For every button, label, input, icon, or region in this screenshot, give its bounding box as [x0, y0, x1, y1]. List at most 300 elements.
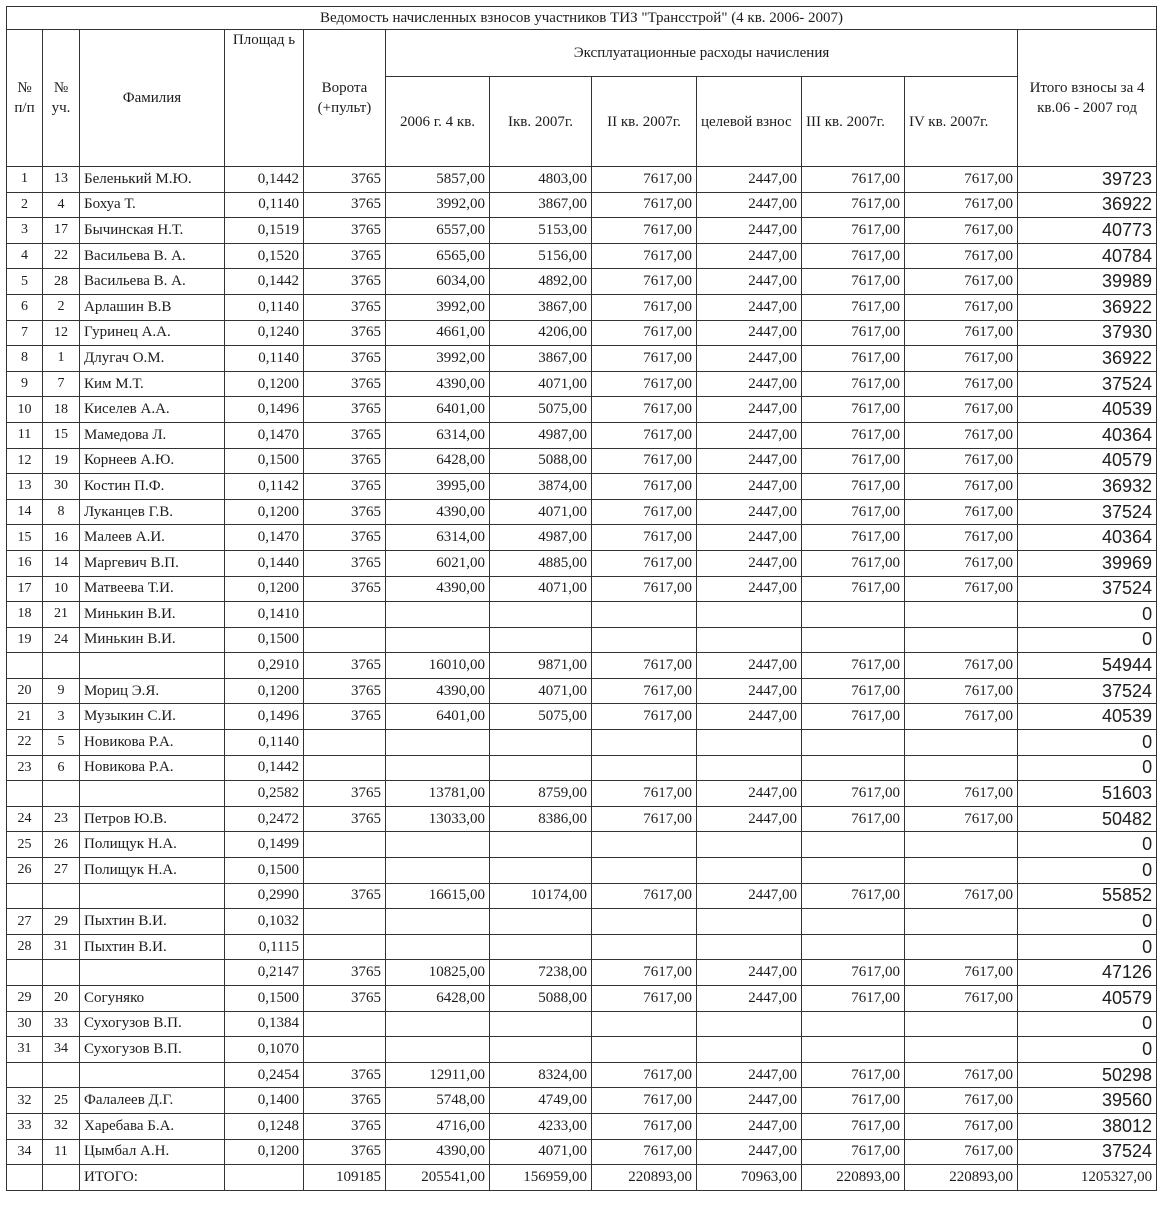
cell-row-number: 6 — [7, 294, 43, 320]
cell-total: 47126 — [1018, 960, 1157, 986]
table-row — [7, 1113, 1157, 1139]
cell-q4-2007: 7617,00 — [905, 1113, 1018, 1139]
cell-q4-2006: 6401,00 — [386, 704, 490, 730]
table-row — [7, 704, 1157, 730]
cell-plot-number: 29 — [43, 909, 80, 935]
cell-q4-2007 — [905, 602, 1018, 628]
cell-target-fee: 2447,00 — [697, 781, 802, 807]
cell-target-fee — [697, 1037, 802, 1063]
cell-q4-2006 — [386, 1037, 490, 1063]
cell-q4-2006: 6021,00 — [386, 550, 490, 576]
cell-plot-number: 3 — [43, 704, 80, 730]
cell-q4-2006: 6428,00 — [386, 448, 490, 474]
cell-plot-number: 24 — [43, 627, 80, 653]
cell-q2-2007: 7617,00 — [592, 960, 697, 986]
cell-area: 0,2990 — [225, 883, 304, 909]
cell-total: 40539 — [1018, 397, 1157, 423]
cell-gate — [304, 858, 386, 884]
cell-q4-2006: 6428,00 — [386, 986, 490, 1012]
cell-q2-2007 — [592, 602, 697, 628]
cell-plot-number: 30 — [43, 474, 80, 500]
cell-q2-2007 — [592, 909, 697, 935]
cell-surname: Луканцев Г.В. — [80, 499, 225, 525]
cell-gate: 3765 — [304, 499, 386, 525]
table-row — [7, 1011, 1157, 1037]
table-row — [7, 269, 1157, 295]
cell-q3-2007: 7617,00 — [802, 269, 905, 295]
cell-surname: Бычинская Н.Т. — [80, 218, 225, 244]
cell-gate — [304, 934, 386, 960]
cell-plot-number: 21 — [43, 602, 80, 628]
cell-q4-2007 — [905, 755, 1018, 781]
cell-q3-2007: 7617,00 — [802, 653, 905, 679]
header-operating-costs: Эксплуатационные расходы начисления — [386, 30, 1018, 77]
cell-area: 0,1442 — [225, 167, 304, 193]
table-row — [7, 832, 1157, 858]
cell-q4-2007: 7617,00 — [905, 320, 1018, 346]
cell-surname: Пыхтин В.И. — [80, 909, 225, 935]
cell-q4-2006: 6401,00 — [386, 397, 490, 423]
cell-gate — [304, 627, 386, 653]
cell-q1-2007: 3867,00 — [490, 192, 592, 218]
cell-plot-number: 31 — [43, 934, 80, 960]
cell-q2-2007 — [592, 934, 697, 960]
cell-target-fee: 2447,00 — [697, 474, 802, 500]
cell-q2-2007: 7617,00 — [592, 320, 697, 346]
cell-q4-2007: 7617,00 — [905, 550, 1018, 576]
cell-q4-2007: 7617,00 — [905, 422, 1018, 448]
cell-plot-number: 16 — [43, 525, 80, 551]
table-row — [7, 934, 1157, 960]
cell-q1-2007: 4987,00 — [490, 525, 592, 551]
cell-q2-2007: 7617,00 — [592, 422, 697, 448]
cell-q2-2007: 7617,00 — [592, 576, 697, 602]
cell-surname: Длугач О.М. — [80, 346, 225, 372]
cell-q4-2007 — [905, 832, 1018, 858]
cell-q3-2007 — [802, 730, 905, 756]
cell-plot-number: 4 — [43, 192, 80, 218]
cell-target-fee: 70963,00 — [697, 1165, 802, 1191]
cell-q1-2007: 4071,00 — [490, 1139, 592, 1165]
header-area: Площад ь — [225, 30, 304, 167]
cell-q1-2007: 4071,00 — [490, 576, 592, 602]
cell-q4-2006: 3995,00 — [386, 474, 490, 500]
cell-q1-2007: 4749,00 — [490, 1088, 592, 1114]
cell-q1-2007: 8386,00 — [490, 806, 592, 832]
cell-q1-2007: 4071,00 — [490, 499, 592, 525]
cell-row-number: 23 — [7, 755, 43, 781]
cell-surname: Цымбал А.Н. — [80, 1139, 225, 1165]
cell-total: 55852 — [1018, 883, 1157, 909]
cell-area: 0,1200 — [225, 576, 304, 602]
cell-q1-2007: 4892,00 — [490, 269, 592, 295]
cell-q4-2007: 7617,00 — [905, 192, 1018, 218]
cell-target-fee: 2447,00 — [697, 525, 802, 551]
cell-q4-2006: 4716,00 — [386, 1113, 490, 1139]
cell-surname: Беленький М.Ю. — [80, 167, 225, 193]
cell-surname: Полищук Н.А. — [80, 858, 225, 884]
cell-gate: 3765 — [304, 525, 386, 551]
cell-q4-2006: 4390,00 — [386, 678, 490, 704]
cell-target-fee: 2447,00 — [697, 883, 802, 909]
cell-q3-2007: 7617,00 — [802, 346, 905, 372]
table-row — [7, 243, 1157, 269]
cell-q2-2007: 7617,00 — [592, 653, 697, 679]
cell-q2-2007: 7617,00 — [592, 883, 697, 909]
cell-q4-2007: 7617,00 — [905, 167, 1018, 193]
cell-row-number — [7, 653, 43, 679]
cell-q1-2007: 4071,00 — [490, 678, 592, 704]
cell-surname: Гуринец А.А. — [80, 320, 225, 346]
cell-q4-2006: 6557,00 — [386, 218, 490, 244]
cell-plot-number — [43, 781, 80, 807]
cell-target-fee: 2447,00 — [697, 167, 802, 193]
cell-q1-2007: 5156,00 — [490, 243, 592, 269]
cell-area: 0,1500 — [225, 627, 304, 653]
cell-q1-2007: 5075,00 — [490, 397, 592, 423]
cell-q1-2007 — [490, 1011, 592, 1037]
cell-row-number: 34 — [7, 1139, 43, 1165]
cell-target-fee — [697, 858, 802, 884]
cell-surname: Маргевич В.П. — [80, 550, 225, 576]
cell-q2-2007: 7617,00 — [592, 704, 697, 730]
table-row — [7, 294, 1157, 320]
cell-surname: Фалалеев Д.Г. — [80, 1088, 225, 1114]
cell-total: 40579 — [1018, 986, 1157, 1012]
cell-q4-2007 — [905, 934, 1018, 960]
cell-row-number: 5 — [7, 269, 43, 295]
cell-q2-2007: 7617,00 — [592, 269, 697, 295]
contributions-table — [6, 6, 1157, 1191]
cell-row-number: 21 — [7, 704, 43, 730]
cell-row-number: 28 — [7, 934, 43, 960]
cell-area: 0,1410 — [225, 602, 304, 628]
cell-area: 0,1440 — [225, 550, 304, 576]
cell-row-number: 22 — [7, 730, 43, 756]
cell-area: 0,1140 — [225, 346, 304, 372]
cell-total: 39989 — [1018, 269, 1157, 295]
cell-row-number: 2 — [7, 192, 43, 218]
cell-area: 0,1400 — [225, 1088, 304, 1114]
cell-q4-2006 — [386, 602, 490, 628]
cell-q1-2007: 5075,00 — [490, 704, 592, 730]
cell-q2-2007: 7617,00 — [592, 499, 697, 525]
cell-q4-2006: 4661,00 — [386, 320, 490, 346]
cell-q2-2007: 7617,00 — [592, 243, 697, 269]
cell-row-number: 1 — [7, 167, 43, 193]
cell-area: 0,1500 — [225, 858, 304, 884]
cell-gate: 3765 — [304, 960, 386, 986]
table-row — [7, 986, 1157, 1012]
cell-q4-2006 — [386, 934, 490, 960]
cell-total: 39560 — [1018, 1088, 1157, 1114]
cell-surname: ИТОГО: — [80, 1165, 225, 1191]
cell-plot-number: 14 — [43, 550, 80, 576]
cell-q4-2007: 7617,00 — [905, 525, 1018, 551]
cell-q2-2007 — [592, 1011, 697, 1037]
cell-q4-2007: 7617,00 — [905, 499, 1018, 525]
table-row — [7, 448, 1157, 474]
cell-plot-number: 5 — [43, 730, 80, 756]
cell-q2-2007: 7617,00 — [592, 525, 697, 551]
table-row — [7, 218, 1157, 244]
cell-area: 0,1200 — [225, 499, 304, 525]
cell-plot-number: 2 — [43, 294, 80, 320]
cell-q4-2006: 10825,00 — [386, 960, 490, 986]
cell-row-number — [7, 883, 43, 909]
cell-area: 0,1140 — [225, 294, 304, 320]
cell-q3-2007 — [802, 755, 905, 781]
cell-q1-2007: 3874,00 — [490, 474, 592, 500]
cell-row-number: 14 — [7, 499, 43, 525]
cell-total: 0 — [1018, 832, 1157, 858]
cell-q3-2007: 7617,00 — [802, 218, 905, 244]
table-row — [7, 192, 1157, 218]
cell-area: 0,1140 — [225, 192, 304, 218]
cell-row-number: 27 — [7, 909, 43, 935]
cell-q4-2007: 7617,00 — [905, 474, 1018, 500]
cell-q4-2006: 12911,00 — [386, 1062, 490, 1088]
table-row — [7, 499, 1157, 525]
cell-target-fee — [697, 1011, 802, 1037]
cell-surname: Пыхтин В.И. — [80, 934, 225, 960]
cell-q4-2007 — [905, 909, 1018, 935]
cell-gate: 3765 — [304, 192, 386, 218]
cell-area: 0,1115 — [225, 934, 304, 960]
table-row — [7, 883, 1157, 909]
cell-plot-number: 25 — [43, 1088, 80, 1114]
cell-q3-2007: 7617,00 — [802, 192, 905, 218]
cell-q4-2006 — [386, 755, 490, 781]
cell-area: 0,1520 — [225, 243, 304, 269]
cell-q3-2007: 7617,00 — [802, 320, 905, 346]
cell-gate: 3765 — [304, 653, 386, 679]
cell-plot-number — [43, 1165, 80, 1191]
cell-plot-number: 12 — [43, 320, 80, 346]
cell-q3-2007 — [802, 627, 905, 653]
cell-row-number: 29 — [7, 986, 43, 1012]
table-row — [7, 781, 1157, 807]
cell-row-number: 10 — [7, 397, 43, 423]
cell-q2-2007: 7617,00 — [592, 294, 697, 320]
cell-q3-2007: 7617,00 — [802, 986, 905, 1012]
cell-gate: 3765 — [304, 1113, 386, 1139]
cell-target-fee — [697, 730, 802, 756]
cell-q1-2007: 10174,00 — [490, 883, 592, 909]
cell-q1-2007: 9871,00 — [490, 653, 592, 679]
table-row — [7, 525, 1157, 551]
cell-gate — [304, 730, 386, 756]
cell-q2-2007: 7617,00 — [592, 397, 697, 423]
cell-row-number: 11 — [7, 422, 43, 448]
cell-q1-2007: 8324,00 — [490, 1062, 592, 1088]
table-row — [7, 320, 1157, 346]
cell-q3-2007: 7617,00 — [802, 781, 905, 807]
cell-q3-2007 — [802, 832, 905, 858]
cell-q1-2007: 156959,00 — [490, 1165, 592, 1191]
cell-target-fee: 2447,00 — [697, 806, 802, 832]
cell-q3-2007: 7617,00 — [802, 422, 905, 448]
cell-row-number: 19 — [7, 627, 43, 653]
cell-row-number: 16 — [7, 550, 43, 576]
cell-target-fee — [697, 909, 802, 935]
cell-q2-2007: 7617,00 — [592, 167, 697, 193]
cell-surname: Новикова Р.А. — [80, 755, 225, 781]
cell-surname: Мориц Э.Я. — [80, 678, 225, 704]
cell-area: 0,1470 — [225, 422, 304, 448]
cell-surname — [80, 883, 225, 909]
cell-total: 0 — [1018, 1011, 1157, 1037]
cell-q4-2007: 7617,00 — [905, 678, 1018, 704]
cell-q4-2006 — [386, 730, 490, 756]
table-row — [7, 346, 1157, 372]
cell-q1-2007 — [490, 755, 592, 781]
cell-surname: Сухогузов В.П. — [80, 1011, 225, 1037]
table-row — [7, 755, 1157, 781]
cell-q4-2006: 4390,00 — [386, 576, 490, 602]
cell-q4-2007: 7617,00 — [905, 269, 1018, 295]
cell-q4-2007 — [905, 730, 1018, 756]
cell-surname: Минькин В.И. — [80, 627, 225, 653]
header-q2-2007: II кв. 2007г. — [592, 77, 697, 167]
table-row — [7, 602, 1157, 628]
cell-q4-2006: 4390,00 — [386, 371, 490, 397]
cell-q2-2007 — [592, 858, 697, 884]
cell-q2-2007: 7617,00 — [592, 192, 697, 218]
cell-surname: Минькин В.И. — [80, 602, 225, 628]
cell-total: 39969 — [1018, 550, 1157, 576]
cell-q1-2007: 3867,00 — [490, 294, 592, 320]
cell-plot-number: 15 — [43, 422, 80, 448]
cell-q3-2007: 7617,00 — [802, 576, 905, 602]
cell-row-number: 32 — [7, 1088, 43, 1114]
cell-surname: Сухогузов В.П. — [80, 1037, 225, 1063]
cell-plot-number — [43, 653, 80, 679]
cell-area: 0,1442 — [225, 269, 304, 295]
cell-row-number: 3 — [7, 218, 43, 244]
cell-q2-2007: 7617,00 — [592, 1113, 697, 1139]
cell-plot-number: 7 — [43, 371, 80, 397]
cell-q4-2006: 3992,00 — [386, 294, 490, 320]
cell-target-fee: 2447,00 — [697, 1139, 802, 1165]
cell-q4-2006: 13781,00 — [386, 781, 490, 807]
cell-gate: 3765 — [304, 397, 386, 423]
cell-q2-2007: 7617,00 — [592, 781, 697, 807]
cell-area: 0,2910 — [225, 653, 304, 679]
header-target: целевой взнос — [697, 77, 802, 167]
cell-q4-2006: 5748,00 — [386, 1088, 490, 1114]
header-q4-2006: 2006 г. 4 кв. — [386, 77, 490, 167]
cell-q1-2007 — [490, 1037, 592, 1063]
cell-target-fee: 2447,00 — [697, 448, 802, 474]
cell-target-fee: 2447,00 — [697, 346, 802, 372]
cell-total: 40579 — [1018, 448, 1157, 474]
cell-gate — [304, 832, 386, 858]
cell-target-fee: 2447,00 — [697, 576, 802, 602]
cell-q4-2007: 7617,00 — [905, 448, 1018, 474]
cell-target-fee: 2447,00 — [697, 320, 802, 346]
cell-row-number: 30 — [7, 1011, 43, 1037]
cell-area: 0,1200 — [225, 1139, 304, 1165]
cell-total: 54944 — [1018, 653, 1157, 679]
cell-row-number — [7, 1062, 43, 1088]
cell-q4-2007: 7617,00 — [905, 883, 1018, 909]
cell-q3-2007: 7617,00 — [802, 1139, 905, 1165]
cell-target-fee: 2447,00 — [697, 371, 802, 397]
cell-q4-2006 — [386, 627, 490, 653]
cell-surname: Киселев А.А. — [80, 397, 225, 423]
cell-total: 40784 — [1018, 243, 1157, 269]
cell-total: 40773 — [1018, 218, 1157, 244]
cell-q4-2007: 7617,00 — [905, 781, 1018, 807]
cell-area: 0,1200 — [225, 371, 304, 397]
cell-gate — [304, 602, 386, 628]
cell-q3-2007: 7617,00 — [802, 499, 905, 525]
cell-q4-2007: 220893,00 — [905, 1165, 1018, 1191]
cell-q4-2007: 7617,00 — [905, 576, 1018, 602]
document-title: Ведомость начисленных взносов участников ТИЗ "Трансстрой" (4 кв. 2006- 2007) — [7, 7, 1157, 30]
table-row — [7, 806, 1157, 832]
cell-q1-2007: 5088,00 — [490, 448, 592, 474]
cell-q3-2007: 7617,00 — [802, 704, 905, 730]
cell-total: 36922 — [1018, 192, 1157, 218]
cell-q3-2007: 7617,00 — [802, 474, 905, 500]
cell-area: 0,1248 — [225, 1113, 304, 1139]
cell-total: 0 — [1018, 858, 1157, 884]
cell-q4-2007 — [905, 1011, 1018, 1037]
table-row — [7, 960, 1157, 986]
cell-target-fee: 2447,00 — [697, 986, 802, 1012]
cell-q1-2007 — [490, 909, 592, 935]
cell-q3-2007: 7617,00 — [802, 883, 905, 909]
cell-q4-2007: 7617,00 — [905, 346, 1018, 372]
cell-gate — [304, 1037, 386, 1063]
table-row — [7, 678, 1157, 704]
cell-total: 1205327,00 — [1018, 1165, 1157, 1191]
cell-total: 36922 — [1018, 346, 1157, 372]
cell-q4-2006 — [386, 1011, 490, 1037]
cell-plot-number — [43, 883, 80, 909]
table-row — [7, 858, 1157, 884]
cell-q1-2007: 4233,00 — [490, 1113, 592, 1139]
cell-plot-number: 33 — [43, 1011, 80, 1037]
table-row — [7, 550, 1157, 576]
cell-q3-2007: 7617,00 — [802, 397, 905, 423]
cell-surname: Васильева В. А. — [80, 243, 225, 269]
cell-target-fee — [697, 934, 802, 960]
cell-plot-number: 6 — [43, 755, 80, 781]
cell-area: 0,1384 — [225, 1011, 304, 1037]
cell-target-fee — [697, 602, 802, 628]
cell-total: 37524 — [1018, 1139, 1157, 1165]
cell-surname: Музыкин С.И. — [80, 704, 225, 730]
cell-target-fee: 2447,00 — [697, 499, 802, 525]
cell-row-number: 33 — [7, 1113, 43, 1139]
cell-gate: 3765 — [304, 422, 386, 448]
cell-q4-2006: 3992,00 — [386, 346, 490, 372]
header-total: Итого взносы за 4 кв.06 - 2007 год — [1018, 30, 1157, 167]
header-surname: Фамилия — [80, 30, 225, 167]
cell-area: 0,1519 — [225, 218, 304, 244]
cell-total: 37524 — [1018, 371, 1157, 397]
cell-gate: 3765 — [304, 550, 386, 576]
cell-gate: 3765 — [304, 1139, 386, 1165]
cell-q1-2007: 5153,00 — [490, 218, 592, 244]
table-row — [7, 167, 1157, 193]
cell-surname — [80, 653, 225, 679]
cell-q4-2006: 13033,00 — [386, 806, 490, 832]
cell-q4-2006: 3992,00 — [386, 192, 490, 218]
